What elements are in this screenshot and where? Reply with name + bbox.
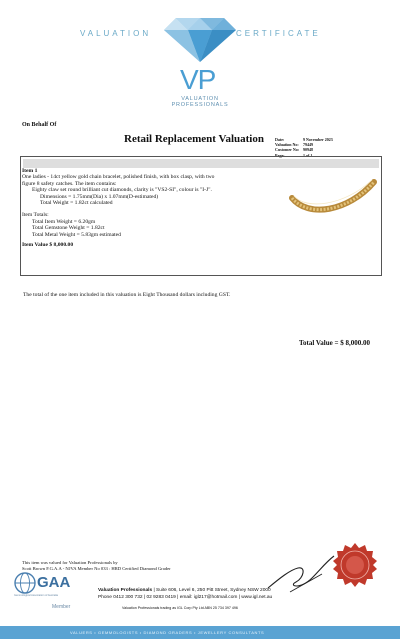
date-label: Date: — [275, 137, 285, 142]
footer-band-text: VALUERS • GEMMOLOGISTS • DIAMOND GRADERS • JEWELLERY CONSULTANTS — [70, 630, 265, 635]
company-phone: Phone 0412 300 732 | 02 9283 0419 | email: igl217@hotmail.com | www.igl.net.au — [98, 595, 273, 600]
company-trading: Valuation Professionals trading as IGL Corp Pty Ltd ABN 25 734 397 496 — [122, 606, 238, 610]
signature-image — [260, 548, 340, 598]
gaa-text: GAA — [37, 574, 71, 591]
summary-text: The total of the one item included in this valuation is Eight Thousand dollars including GST. — [23, 292, 231, 298]
valued-by-text: This item was valued for Valuation Professionals by — [22, 560, 118, 565]
item-totals-heading: Item Totals: — [22, 212, 49, 219]
item-box-header-bar — [23, 159, 379, 168]
item-heading: Item 1 — [22, 168, 38, 174]
item-desc2: figure 8 safety catches. The item contains: — [22, 180, 117, 187]
item-total1: Total Item Weight = 6.20gm — [32, 218, 96, 225]
page-label: Page: — [275, 152, 285, 158]
customer-no-label: Customer No: — [275, 147, 300, 153]
item-text — [22, 168, 282, 248]
bracelet-image — [288, 168, 378, 228]
member-text: Member — [52, 604, 71, 610]
item-total2: Total Gemstone Weight = 1.82ct — [32, 225, 105, 232]
date-value: 9 November 2023 — [303, 137, 333, 142]
gaa-globe-icon — [14, 572, 36, 594]
valuer-text: Scott Brown F.G.A.A - NJVA Member No 033 : HRD Certified Diamond Grader — [22, 566, 171, 571]
page-title: Retail Replacement Valuation — [124, 133, 264, 145]
page-value: 1 of 1 — [303, 152, 313, 158]
diamond-logo-icon — [162, 14, 238, 64]
gaa-subtext: Gemmological Association of Australia — [14, 594, 58, 597]
customer-no-value: 90948 — [303, 147, 313, 153]
on-behalf-label: On Behalf Of — [22, 122, 57, 128]
logo-letters: VP — [180, 64, 216, 95]
header-left-word: VALUATION — [80, 29, 152, 38]
item-line2: Dimensions = 1.75mm(Dia) x 1.07mm(D-estimated) — [40, 193, 159, 200]
item-line1: Eighty claw set round brilliant cut diamonds, clarity is "VS2-SI", colour is "I-J". — [32, 187, 212, 194]
item-total3: Total Metal Weight = 5.83gm estimated — [32, 231, 121, 238]
total-value: Total Value = $ 8,000.00 — [298, 339, 370, 347]
valuation-no-label: Valuation No: — [275, 142, 299, 148]
header-right-word: CERTIFICATE — [236, 29, 321, 38]
item-value: Item Value $ 8,000.00 — [22, 242, 74, 249]
item-line3: Total Weight = 1.82ct calculated — [40, 200, 113, 207]
company-address: Valuation Professionals | Suite 606, Level 6, 250 Pitt Street, Sydney NSW 2000 — [98, 588, 271, 593]
item-desc1: One ladies - 14ct yellow gold chain bracelet, polished finish, with box clasp, with two — [22, 174, 215, 181]
logo-line2: PROFESSIONALS — [171, 102, 229, 108]
logo-line1: VALUATION — [181, 96, 219, 102]
certification-seal-icon — [332, 542, 378, 588]
valuation-no-value: 79449 — [303, 142, 313, 148]
